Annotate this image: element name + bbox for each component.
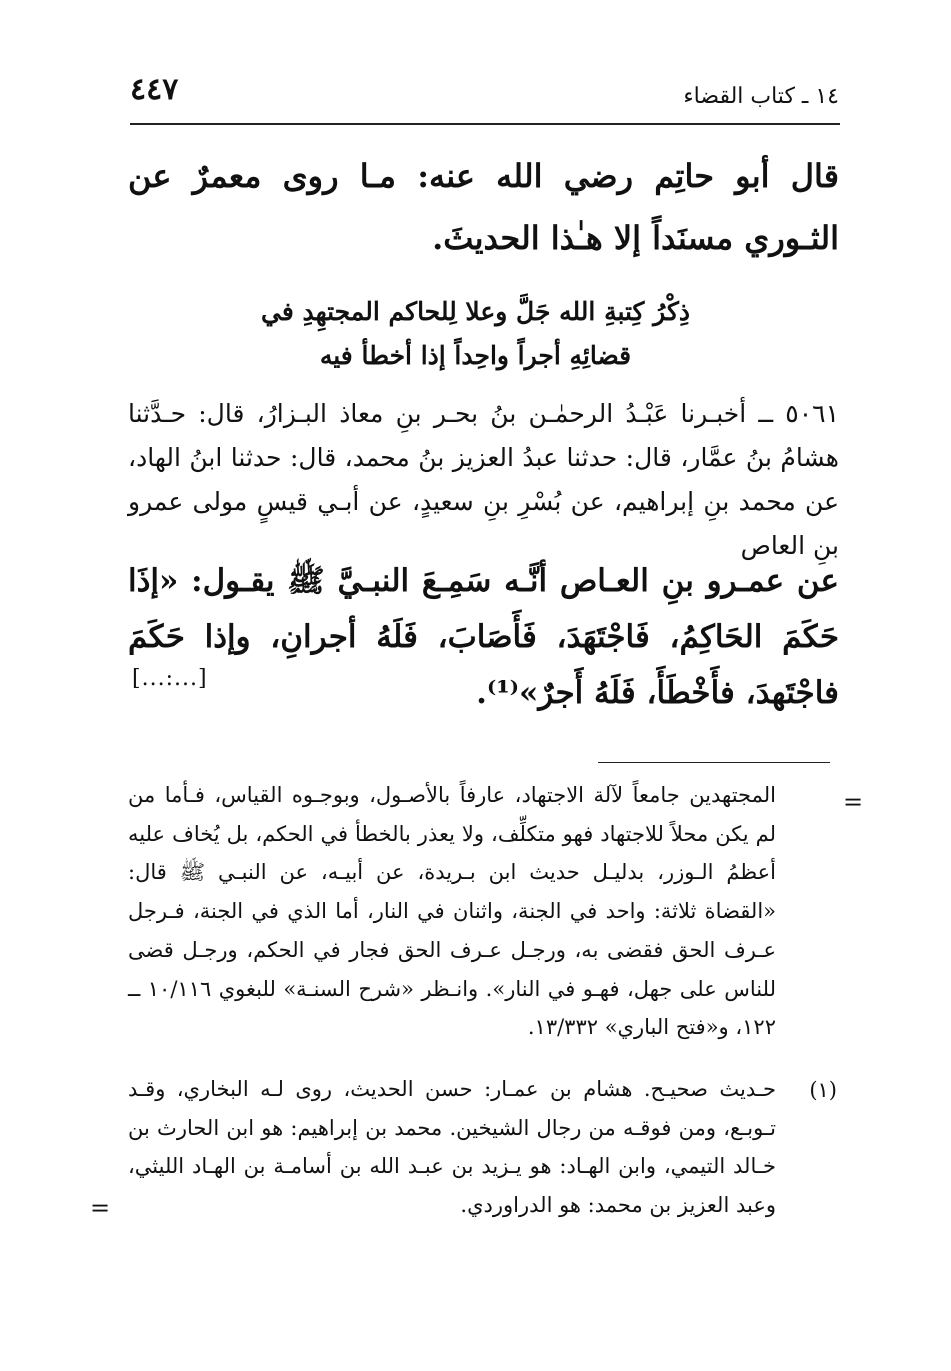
- running-header-title: ١٤ ـ كتاب القضاء: [683, 84, 839, 109]
- footnote-divider: [598, 762, 830, 763]
- section-heading-line-2: قضائِهِ أجراً واحِداً إذا أخطأ فيه: [319, 341, 632, 370]
- footnote-continuation: المجتهدين جامعاً لآلة الاجتهاد، عارفاً بالأصـول، وبوجـوه القياس، فـأما من لم يكن محلاً للاجتهاد فهو متكلِّف، ولا يعذر بالخطأ في الحكم، بل يُخاف عليه أعظمُ الـوزر، بدليـل حديث ابن بـريدة، عن أبيـه، عن النبـي ﷺ قال: «القضاة ثلاثة: واحد في الجنة، واثنان في النار، أما الذي في الجنة، فـرجل عـرف الحق فقضى به، ورجـل عـرف الحق فجار في الحكم، ورجـل قضى للناس على جهل، فهـو في النار». وانـظر «شرح السنـة» للبغوي ١٠/١١٦ ــ ١٢٢، و«فتح الباري» ١٣/٣٣٢.: [128, 783, 776, 1040]
- footnote-continuation-mark: =: [843, 788, 864, 816]
- footnote-1-number: (١): [809, 1078, 837, 1102]
- footnote-1-text: حـديث صحيـح. هشام بن عمـار: حسن الحديث، روى لـه البخاري، وقـد تـوبـع، ومن فوقـه من رجال الشيخين. محمد بن إبراهيم: هو ابن الحارث بن خـالد التيمي، وابن الهـاد: هو يـزيد بن عبـد الله بن أسامـة بن الهـاد الليثي، وعبد العزيز بن محمد: هو الدراوردي.: [128, 1077, 776, 1217]
- hadith-isnad: ٥٠٦١ ــ أخبـرنا عَبْـدُ الرحمٰـن بنُ بحـر بنِ معاذ البـزارُ، قال: حـدَّثنا هشامُ بنُ عمَّار، قال: حدثنا عبدُ العزيز بنُ محمد، قال: حدثنا ابنُ الهاد، عن محمد بنِ إبراهيم، عن بُسْرِ بنِ سعيدٍ، عن أبـي قيسٍ مولى عمرو بنِ العاص: [128, 399, 839, 560]
- bracket-reference: [...:...]: [132, 666, 208, 691]
- header-divider: [130, 123, 840, 125]
- hadith-matn: عن عمـرو بنِ العـاص أنَّـه سَمِـعَ النبـيَّ ﷺ يقـول: «إذَا حَكَمَ الحَاكِمُ، فَاجْتَهَدَ، فَأَصَابَ، فَلَهُ أجرانِ، وإذا حَكَمَ فاجْتَهدَ، فأَخْطَأَ، فَلَهُ أَجرٌ»⁽¹⁾.: [128, 563, 839, 711]
- section-heading: [200, 290, 751, 378]
- closing-remark: قال أبو حاتِم رضي الله عنه: مـا روى معمرٌ عن الثـوري مسنَداً إلا هـٰذا الحديثَ.: [128, 157, 839, 257]
- footnote-continues-mark: =: [90, 1194, 111, 1222]
- section-heading-line-1: ذِكْرُ كِتبةِ الله جَلَّ وعلا لِلحاكم المجتهِدِ في: [260, 297, 690, 326]
- page-number: ٤٤٧: [130, 72, 179, 107]
